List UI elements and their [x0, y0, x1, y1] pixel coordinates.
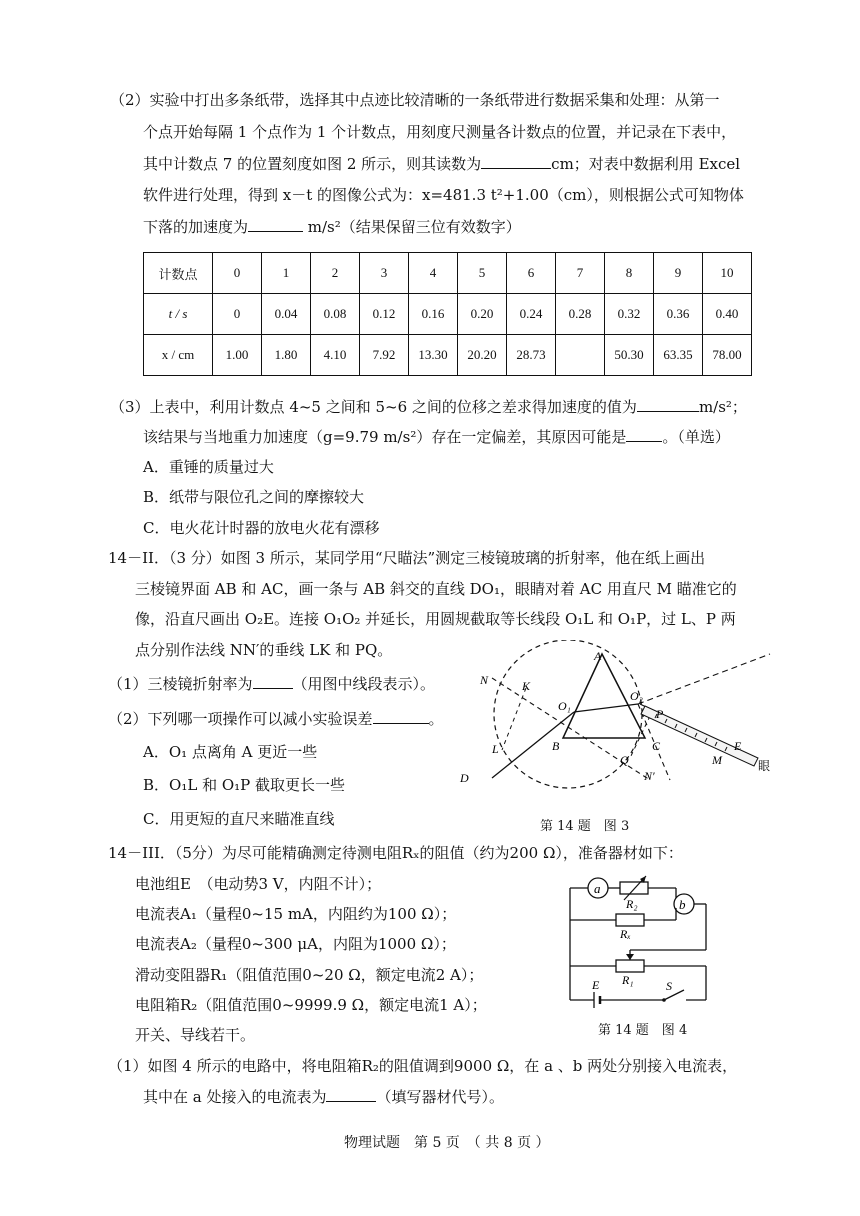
q2-line-4: 软件进行处理，得到 x－t 的图像公式为：x=481.3 t²+1.00（cm），则根据公式可知物体: [143, 186, 744, 204]
equipment-item: 电流表A₂（量程0~300 μA，内阻为1000 Ω）；: [135, 935, 456, 953]
q2-line-5-text: 下落的加速度为: [143, 218, 249, 236]
label-rx: Rₓ: [620, 927, 631, 941]
q14ii-sub-1-tail: （用图中线段表示）。: [292, 675, 436, 693]
perpendicular-pq: [630, 716, 650, 758]
circuit-figure: [560, 872, 720, 1012]
q2-line-2: 个点开始每隔 1 个点作为 1 个计数点，用刻度尺测量各计数点的位置，并记录在下表中，: [143, 123, 737, 141]
table-cell[interactable]: [556, 335, 605, 376]
label-n: N: [480, 673, 489, 687]
figure-3-caption: 第 14 题 图 3: [540, 819, 630, 834]
table-cell: 7.92: [360, 335, 409, 376]
equipment-item: 滑动变阻器R₁（阻值范围0~20 Ω，额定电流2 A）；: [135, 966, 484, 984]
row-header: 计数点: [144, 253, 213, 294]
q3-line-1: [110, 396, 747, 418]
answer-blank[interactable]: [326, 1086, 376, 1102]
q3-line-1-text: （3）上表中，利用计数点 4~5 之间和 5~6 之间的位移之差求得加速度的值为: [110, 398, 637, 416]
q3-line-1-tail: m/s²；: [698, 398, 747, 416]
equipment-item: 电池组E （电动势3 V，内阻不计）；: [135, 875, 382, 893]
table-row: [144, 335, 752, 376]
label-b: B: [552, 739, 560, 753]
equipment-item: 开关、导线若干。: [135, 1026, 256, 1044]
table-cell: 20.20: [458, 335, 507, 376]
q14ii-sub-1: [108, 673, 435, 695]
q14ii-option-a: A．O₁ 点离角 A 更近一些: [143, 743, 318, 761]
table-cell: 50.30: [605, 335, 654, 376]
label-r1: R₁: [622, 973, 634, 987]
table-cell: 9: [654, 253, 703, 294]
q2-line-3-text: 其中计数点 7 的位置刻度如图 2 所示，则其读数为: [143, 155, 482, 173]
answer-blank[interactable]: [373, 708, 429, 724]
table-cell: 0.36: [654, 294, 703, 335]
q14ii-option-c: C．用更短的直尺来瞄准直线: [143, 810, 335, 828]
q14iii-line-1: 14－III．（5分）为尽可能精确测定待测电阻Rₓ的阻值（约为200 Ω），准备器材如下：: [108, 844, 683, 862]
label-q: Q: [620, 753, 629, 767]
label-e: E: [734, 739, 742, 753]
q3-line-2: [143, 426, 730, 448]
row-header: t / s: [144, 294, 213, 335]
table-cell: 4.10: [311, 335, 360, 376]
incident-line: [492, 712, 574, 778]
page-footer: 物理试题 第 5 页 （ 共 8 页 ）: [344, 1135, 550, 1151]
label-a: A: [594, 649, 602, 663]
equipment-item: 电流表A₁（量程0~15 mA，内阻约为100 Ω）；: [135, 905, 457, 923]
label-b: b: [679, 897, 686, 912]
q2-line-5-tail: m/s²（结果保留三位有效数字）: [303, 218, 521, 236]
q14ii-sub-2-tail: 。: [428, 710, 444, 728]
table-row: [144, 253, 752, 294]
table-cell: 1: [262, 253, 311, 294]
table-cell: 0: [213, 294, 262, 335]
label-k: K: [522, 679, 531, 693]
table-cell: 63.35: [654, 335, 703, 376]
label-a: a: [594, 881, 601, 896]
table-cell: 0.32: [605, 294, 654, 335]
table-cell: 7: [556, 253, 605, 294]
row-header: x / cm: [144, 335, 213, 376]
q2-line-1: （2）实验中打出多条纸带，选择其中点迹比较清晰的一条纸带进行数据采集和处理：从第一: [110, 91, 720, 109]
label-m: M: [712, 753, 722, 767]
table-cell: 1.80: [262, 335, 311, 376]
q14ii-sub-2-text: （2）下列哪一项操作可以减小实验误差: [108, 710, 373, 728]
table-cell: 8: [605, 253, 654, 294]
answer-blank[interactable]: [481, 153, 551, 169]
q14ii-line-2: 三棱镜界面 AB 和 AC，画一条与 AB 斜交的直线 DO₁，眼睛对着 AC 用直尺 M 瞄准它的: [135, 580, 737, 598]
label-r2: R₂: [626, 897, 638, 911]
table-cell: 10: [703, 253, 752, 294]
table-cell: 0.20: [458, 294, 507, 335]
q14iii-sub-1-tail: （填写器材代号）。: [376, 1088, 504, 1106]
table-cell: 0.08: [311, 294, 360, 335]
label-s: S: [666, 979, 672, 993]
label-d: D: [460, 771, 469, 785]
table-row: [144, 294, 752, 335]
q14ii-line-1: 14－II．（3 分）如图 3 所示，某同学用“尺瞄法”测定三棱镜玻璃的折射率，他在纸上画出: [108, 549, 706, 567]
q14ii-line-4: 点分别作法线 NN′的垂线 LK 和 PQ。: [135, 641, 393, 659]
table-cell: 0: [213, 253, 262, 294]
table-cell: 0.40: [703, 294, 752, 335]
table-cell: 3: [360, 253, 409, 294]
table-cell: 13.30: [409, 335, 458, 376]
prism-figure: [440, 640, 780, 810]
q2-line-5: [143, 216, 521, 238]
label-c: C: [652, 739, 661, 753]
table-cell: 1.00: [213, 335, 262, 376]
figure-4-caption: 第 14 题 图 4: [598, 1023, 688, 1038]
label-p: P: [656, 707, 664, 721]
resistor-box-r2: [620, 882, 648, 894]
answer-blank[interactable]: [253, 673, 293, 689]
equipment-item: 电阻箱R₂（阻值范围0~9999.9 Ω，额定电流1 A）；: [135, 996, 487, 1014]
q2-line-3: [143, 153, 740, 175]
table-cell: 0.24: [507, 294, 556, 335]
table-cell: 78.00: [703, 335, 752, 376]
q14iii-sub-1-text: 其中在 a 处接入的电流表为: [143, 1088, 327, 1106]
dashed-ray: [638, 654, 770, 704]
table-cell: 6: [507, 253, 556, 294]
q3-line-2-tail: 。（单选）: [662, 428, 730, 446]
q14ii-line-3: 像，沿直尺画出 O₂E。连接 O₁O₂ 并延长，用圆规截取等长线段 O₁L 和 O₁P，过 L、P 两: [135, 610, 736, 628]
label-eye: 眼: [758, 759, 771, 773]
table-cell: 5: [458, 253, 507, 294]
q14ii-sub-2: [108, 708, 444, 730]
table-cell: 4: [409, 253, 458, 294]
q14iii-sub-1-line-2: [143, 1086, 504, 1108]
ray-in-prism: [574, 704, 638, 712]
label-n-prime: N′: [644, 769, 655, 783]
q2-line-3-tail: cm；对表中数据利用 Excel: [551, 155, 741, 173]
q3-option-c: C．电火花计时器的放电火花有漂移: [143, 519, 380, 537]
q3-line-2-text: 该结果与当地重力加速度（g=9.79 m/s²）存在一定偏差，其原因可能是: [143, 428, 627, 446]
table-cell: 28.73: [507, 335, 556, 376]
table-cell: 0.28: [556, 294, 605, 335]
label-l: L: [492, 742, 499, 756]
table-cell: 0.12: [360, 294, 409, 335]
answer-blank[interactable]: [248, 216, 303, 232]
q14ii-option-b: B．O₁L 和 O₁P 截取更长一些: [143, 776, 346, 794]
table-cell: 0.04: [262, 294, 311, 335]
resistor-rx: [616, 914, 644, 926]
label-o1: O₁: [558, 699, 571, 713]
q3-option-a: A．重锤的质量过大: [143, 458, 274, 476]
label-o2: O₂: [630, 689, 643, 703]
data-table: [143, 252, 752, 376]
q14iii-sub-1: （1）如图 4 所示的电路中，将电阻箱R₂的阻值调到9000 Ω，在 a 、b 两处分别接入电流表，: [108, 1057, 738, 1075]
rheostat-r1: [616, 960, 644, 972]
q14ii-sub-1-text: （1）三棱镜折射率为: [108, 675, 253, 693]
table-cell: 2: [311, 253, 360, 294]
perpendicular-lk: [502, 688, 526, 750]
answer-blank[interactable]: [637, 396, 699, 412]
label-e: E: [592, 978, 600, 992]
q3-option-b: B．纸带与限位孔之间的摩擦较大: [143, 488, 365, 506]
table-cell: 0.16: [409, 294, 458, 335]
answer-blank[interactable]: [626, 426, 662, 442]
